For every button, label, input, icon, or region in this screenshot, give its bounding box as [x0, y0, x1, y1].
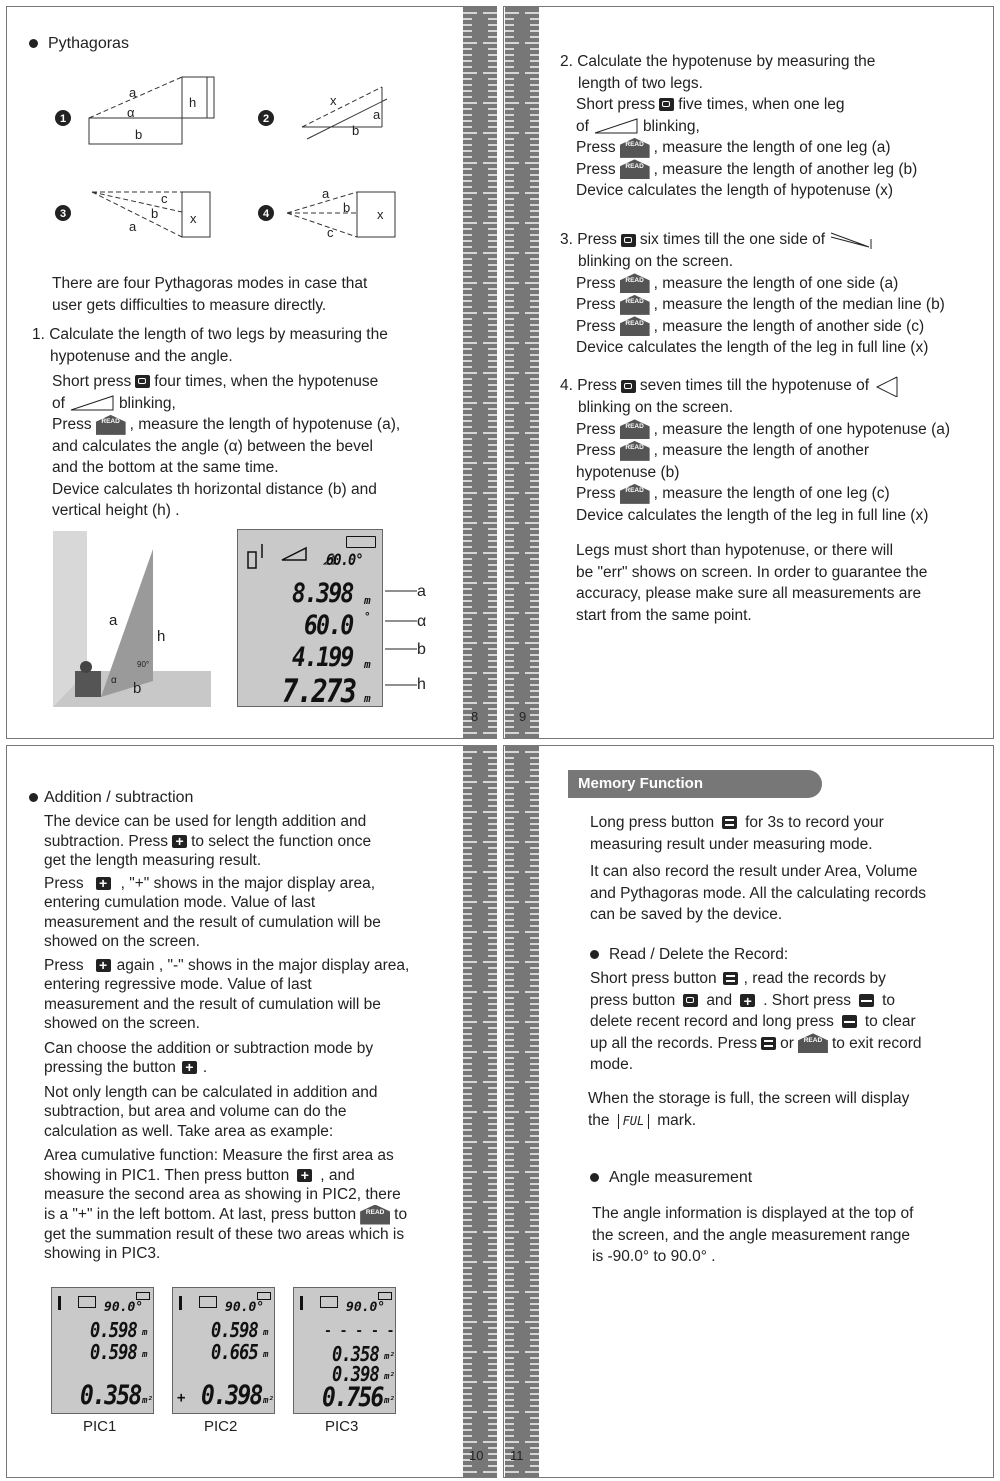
lcd-unit: m² [384, 1372, 395, 1382]
triangle-mode-icon [829, 229, 875, 251]
lcd-value: 0.756 [322, 1382, 383, 1413]
svg-text:a: a [109, 612, 118, 629]
svg-text:a: a [373, 107, 381, 122]
ruler [505, 746, 539, 1477]
item-2: 2. Calculate the hypotenuse by measuring the length of two legs. Short press five times, when one leg of blinking, PressREAD , measure the length of one leg (a) PressREAD , measure the length of another leg (b) Device calculates the length of hypotenuse (x) [560, 51, 990, 202]
read-key-icon [620, 273, 650, 293]
lcd-label: α [417, 613, 427, 630]
measurement-photo [53, 531, 211, 707]
clear-key-icon [859, 994, 874, 1007]
svg-text:90°: 90° [137, 660, 150, 669]
ruler-ticks [463, 746, 497, 1479]
lcd-value: 0.598 [211, 1318, 258, 1342]
lcd-value: 0.598 [90, 1340, 137, 1364]
plus-indicator: + [177, 1390, 186, 1406]
lcd-leader-lines [383, 577, 443, 697]
lcd-unit: m² [142, 1396, 153, 1406]
area-mode-icon [78, 1296, 96, 1308]
plus-key-icon [96, 959, 111, 972]
page-number: 11 [510, 1448, 524, 1463]
lcd-value: 0.358 [332, 1342, 379, 1366]
lcd-unit: m [263, 1328, 269, 1338]
lcd-unit: m [364, 692, 371, 705]
bullet-icon [29, 39, 38, 48]
page-10 [6, 745, 497, 1478]
lcd-value: 0.598 [90, 1318, 137, 1342]
read-key-icon [798, 1033, 828, 1053]
lcd-label: b [417, 641, 426, 658]
memory-text: Long press button for 3s to record your measuring result under measuring mode. It can also record the result under Area, Volume and Pythagoras mode. All the calculating records can be saved by the device. [590, 814, 927, 923]
svg-text:x: x [377, 207, 384, 222]
svg-text:x: x [190, 211, 197, 226]
bullet-icon [590, 950, 599, 959]
svg-text:α: α [111, 675, 117, 686]
mode-key-icon [621, 234, 636, 247]
area-mode-icon [199, 1296, 217, 1308]
page-number: 9 [519, 709, 527, 724]
read-key-icon [96, 415, 126, 435]
lcd-value: 0.398 [332, 1362, 379, 1386]
lcd-angle: 90.0° [346, 1300, 386, 1315]
mode-key-icon [621, 380, 636, 393]
memory-key-icon [761, 1037, 776, 1050]
ruler [463, 7, 497, 738]
lcd-unit: m [142, 1328, 148, 1338]
angle-heading: Angle measurement [590, 1167, 752, 1189]
pic-caption: PIC2 [204, 1418, 238, 1435]
bullet-icon [590, 1173, 599, 1182]
page-number: 8 [471, 709, 479, 724]
lcd-value: 0.358 [80, 1380, 141, 1411]
laser-icon [300, 1296, 303, 1310]
item-4: 4. Press seven times till the hypotenuse of blinking on the screen. PressREAD , measure the length of one hypotenuse (a) PressREAD , measure the length of another hypotenuse (b) PressREAD , measure the length of one leg (c) Device calculates the length of the leg in full line (x) [560, 375, 990, 526]
read-key-icon [620, 441, 650, 461]
lcd-value: 60.0 [304, 610, 353, 641]
ruler-ticks [463, 7, 497, 740]
read-key-icon [620, 316, 650, 336]
right-triangle-icon [69, 394, 115, 412]
svg-text:4: 4 [262, 208, 270, 220]
lcd-angle: 90.0° [225, 1300, 265, 1315]
ruler [505, 7, 539, 738]
read-delete-text: Short press button , read the records by press button and+ . Short press to delete recent record and long press to clear up all the records. Press orREAD to exit record mode. [590, 968, 990, 1076]
svg-text:a: a [129, 219, 137, 234]
addition-text: The device can be used for length addition and subtraction. Press+ to select the function once get the length measuring result. Press+ , "+" shows in the major display area, entering cumulation mode. Value of last measurement and the result of cumulation will be showed on the screen. Press+ again , "-" shows in the major display area, entering regressive mode. Value of last measurement and the result of cumulation will be showed on the screen. Can choose the addition or subtraction mode by pressing the button+ . Not only length can be calculated in addition and subtraction, but area and volume can do the calculation as well. Take area as example: Area cumulative function: Measure the first area as showing in PIC1. Then press button+ , and measure the second area as showing in PIC2, there is a "+" in the left bottom. At last, press buttonREAD to get the summation result of these two areas which is showing in PIC3. [44, 812, 459, 1264]
plus-key-icon [182, 1061, 197, 1074]
laser-icon [179, 1296, 182, 1310]
page-8 [6, 6, 497, 739]
svg-text:h: h [189, 95, 197, 110]
section-heading: Pythagoras [29, 33, 129, 55]
right-triangle-icon [593, 117, 639, 135]
lcd-dashes: - - - - - [324, 1324, 395, 1339]
lcd-unit: m [263, 1350, 269, 1360]
page-9 [503, 6, 994, 739]
lcd-unit: m² [384, 1396, 395, 1406]
svg-text:b: b [135, 127, 143, 142]
laser-icon [58, 1296, 61, 1310]
ruler [463, 746, 497, 1477]
pic-caption: PIC3 [325, 1418, 359, 1435]
svg-text:h: h [157, 628, 166, 645]
battery-icon [136, 1292, 150, 1300]
lcd-unit: ° [364, 610, 371, 623]
memory-function-banner: Memory Function [568, 770, 822, 798]
memory-key-icon [722, 816, 737, 829]
battery-icon [257, 1292, 271, 1300]
lcd-unit: m [364, 658, 371, 671]
read-key-icon [620, 295, 650, 315]
svg-text:b: b [133, 680, 142, 697]
svg-text:3: 3 [59, 208, 67, 220]
svg-text:1: 1 [59, 113, 67, 125]
lcd-pic3 [293, 1287, 396, 1414]
lcd-pic2 [172, 1287, 275, 1414]
lcd-label: a [417, 583, 426, 600]
lcd-value: 8.398 [292, 578, 353, 609]
clear-key-icon [842, 1015, 857, 1028]
storage-full-text: When the storage is full, the screen will display the FUL mark. [588, 1090, 910, 1129]
read-key-icon [620, 138, 650, 158]
lcd-angle: 60.0° [326, 550, 363, 569]
svg-text:a: a [322, 186, 330, 201]
read-key-icon [620, 484, 650, 504]
plus-key-icon [740, 994, 755, 1007]
note-text: Legs must short than hypotenuse, or there will be "err" shows on screen. In order to guarantee the accuracy, please make sure all measurements are start from the same point. [576, 542, 928, 624]
svg-text:c: c [327, 225, 334, 240]
lcd-unit: m² [384, 1352, 395, 1362]
battery-icon [378, 1292, 392, 1300]
angle-text: The angle information is displayed at the top of the screen, and the angle measurement range is -90.0° to 90.0° . [592, 1205, 914, 1265]
lcd-label: h [417, 676, 426, 693]
mode-key-icon [135, 375, 150, 388]
item-3: 3. Press six times till the one side of blinking on the screen. PressREAD , measure the length of one side (a) PressREAD , measure the length of the median line (b) PressREAD , measure the length of another side (c) Device calculates the length of the leg in full line (x) [560, 229, 990, 359]
read-key-icon [360, 1205, 390, 1225]
angle-mode-icon [873, 375, 901, 397]
lcd-value: 0.665 [211, 1340, 258, 1364]
lcd-unit: m [364, 594, 371, 607]
svg-text:c: c [161, 191, 168, 206]
page-number: 10 [469, 1448, 484, 1463]
svg-text:b: b [343, 200, 351, 215]
svg-text:2: 2 [262, 113, 270, 125]
svg-text:x: x [330, 93, 337, 108]
lcd-value: 7.273 [282, 672, 356, 710]
svg-text:b: b [352, 123, 360, 138]
plus-key-icon [96, 877, 111, 890]
section-heading: Addition / subtraction [29, 787, 193, 809]
item-1: 1. Calculate the length of two legs by measuring the hypotenuse and the angle. Short press four times, when the hypotenuse of blinking, PressREAD , measure the length of hypotenuse (a), and calculates the angle (α) between the bevel and the bottom at the same time. Device calculates th horizontal distance (b) and vertical height (h) . [32, 324, 452, 522]
area-mode-icon [320, 1296, 338, 1308]
svg-text:b: b [151, 206, 159, 221]
intro-text: There are four Pythagoras modes in case that user gets difficulties to measure directly. [52, 275, 368, 314]
pic-caption: PIC1 [83, 1418, 117, 1435]
battery-icon [346, 536, 376, 548]
lcd-angle: 90.0° [104, 1300, 144, 1315]
ful-mark-icon: FUL [618, 1114, 650, 1129]
memory-key-icon [723, 972, 738, 985]
lcd-value: 4.199 [292, 642, 353, 673]
lcd-unit: m [142, 1350, 148, 1360]
svg-text:a: a [129, 85, 137, 100]
bullet-icon [29, 793, 38, 802]
ruler-ticks [505, 746, 539, 1479]
lcd-value: 0.398 [201, 1380, 262, 1411]
ruler-ticks [505, 7, 539, 740]
mode-key-icon [659, 98, 674, 111]
lcd-pic1 [51, 1287, 154, 1414]
lcd-unit: m² [263, 1396, 274, 1406]
pythagoras-diagrams [47, 67, 427, 247]
svg-text:α: α [127, 105, 135, 120]
plus-key-icon [172, 835, 187, 848]
lcd-display [237, 529, 383, 710]
read-key-icon [620, 159, 650, 179]
read-delete-heading: Read / Delete the Record: [590, 944, 788, 966]
plus-key-icon [297, 1169, 312, 1182]
read-key-icon [620, 419, 650, 439]
mode-key-icon [683, 994, 698, 1007]
